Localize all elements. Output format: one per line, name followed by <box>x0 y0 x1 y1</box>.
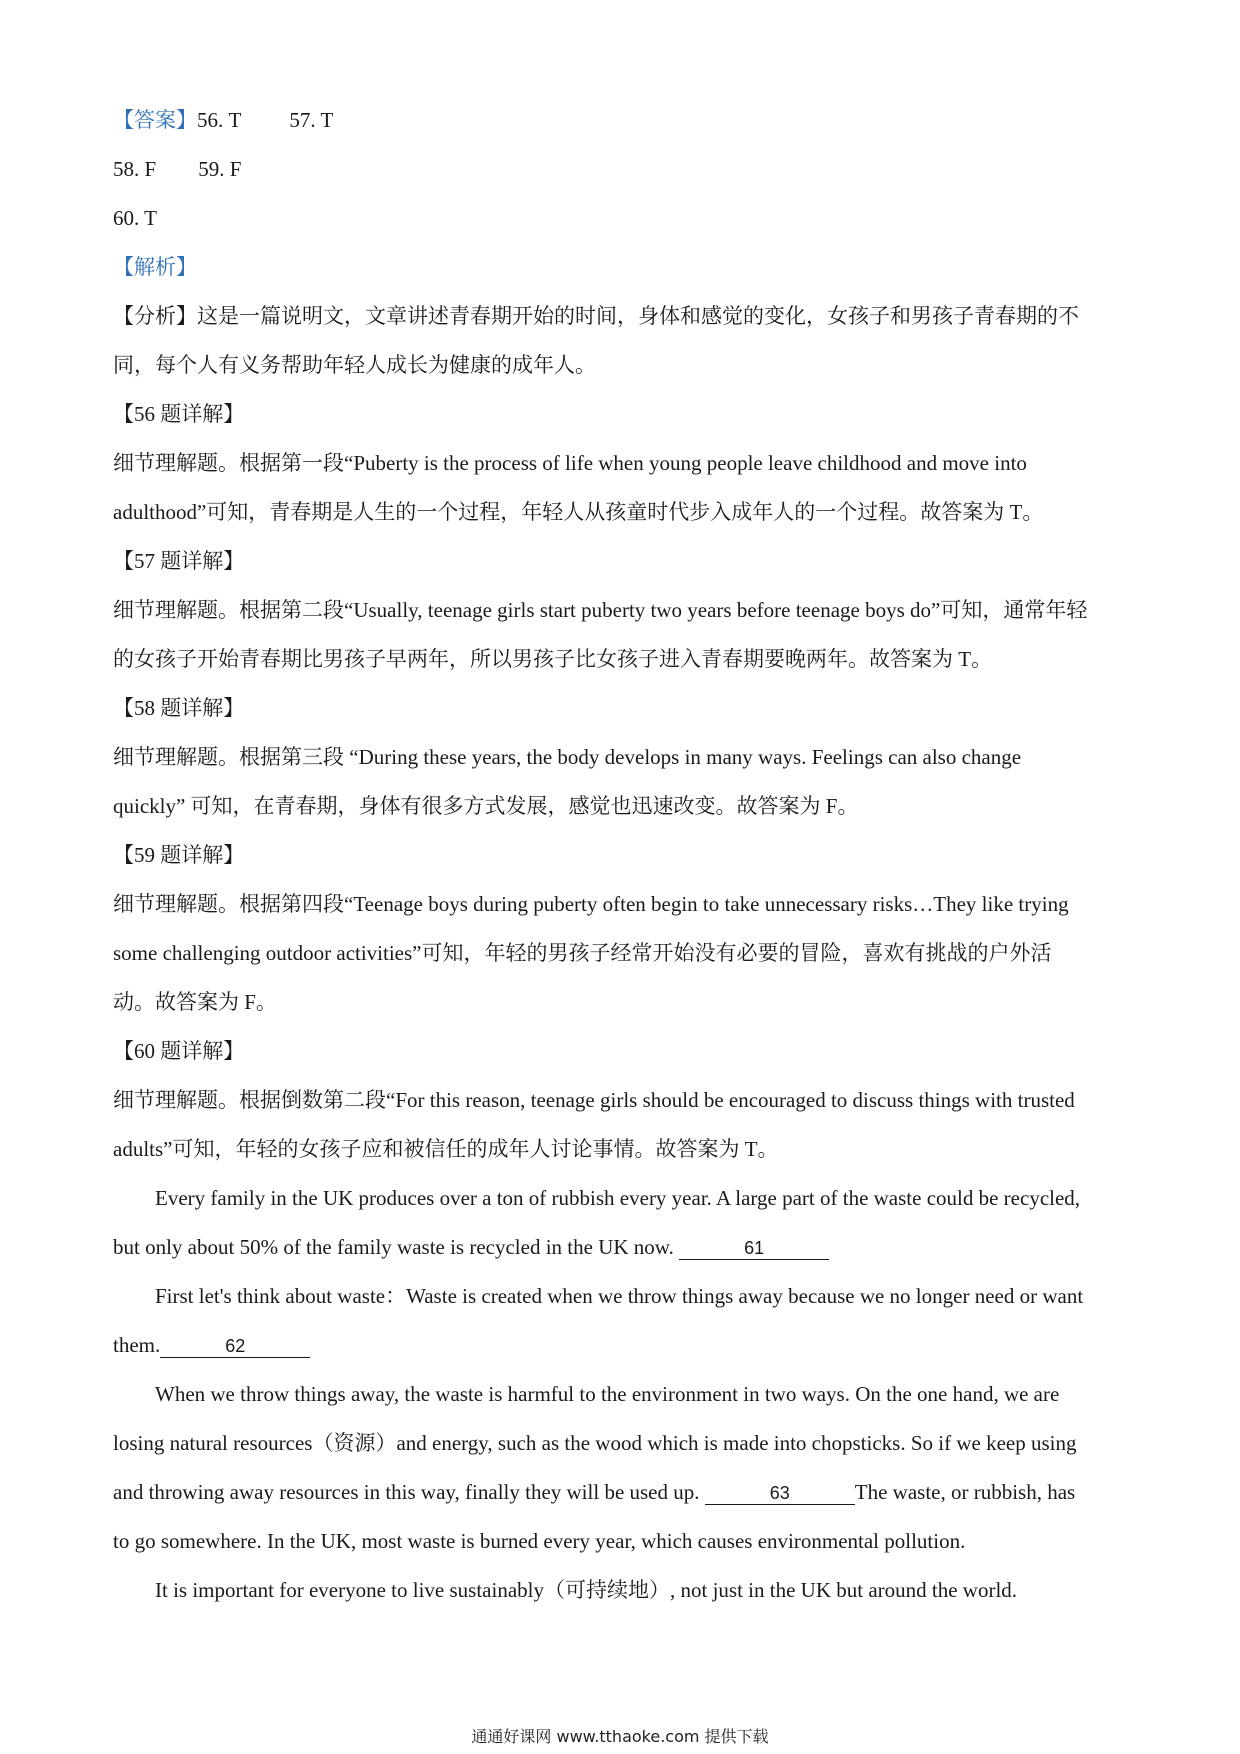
q56-line-2: adulthood”可知，青春期是人生的一个过程，年轻人从孩童时代步入成年人的一个过程。故答案为 T。 <box>113 500 1044 524</box>
passage-p4-line-1: It is important for everyone to live sustainably（可持续地）, not just in the UK but around the world. <box>155 1578 1018 1602</box>
summary-line-1: 【分析】这是一篇说明文，文章讲述青春期开始的时间，身体和感觉的变化，女孩子和男孩子青春期的不 <box>113 304 1079 328</box>
q60-heading: 【60 题详解】 <box>113 1039 245 1063</box>
document-body <box>113 96 1133 1615</box>
q59-line-2: some challenging outdoor activities”可知，年轻的男孩子经常开始没有必要的冒险，喜欢有挑战的户外活 <box>113 941 1052 965</box>
q59-line-1: 细节理解题。根据第四段“Teenage boys during puberty often begin to take unnecessary risks…They like trying <box>113 892 1069 916</box>
answer-line-2 <box>113 145 1133 194</box>
answer-59: 59. F <box>198 157 242 181</box>
q56-heading: 【56 题详解】 <box>113 402 245 426</box>
q60-line-2: adults”可知，年轻的女孩子应和被信任的成年人讨论事情。故答案为 T。 <box>113 1137 779 1161</box>
passage-p2-line-2: them. 62 <box>113 1321 1133 1370</box>
answer-58: 58. F <box>113 157 157 181</box>
answer-line-3 <box>113 194 1133 243</box>
answer-57: 57. T <box>289 108 334 132</box>
answer-label: 【答案】 <box>113 108 197 132</box>
passage-p3-line-3: and throwing away resources in this way, finally they will be used up. 63 The waste, or rubbish, has <box>113 1480 1076 1504</box>
page-footer: 通通好课网 www.tthaoke.com 提供下载 <box>471 1727 769 1746</box>
analysis-label: 【解析】 <box>113 255 197 279</box>
answer-60: 60. T <box>113 206 157 230</box>
q59-line-3: 动。故答案为 F。 <box>113 990 277 1014</box>
summary-line-2: 同，每个人有义务帮助年轻人成长为健康的成年人。 <box>113 353 596 377</box>
q58-heading: 【58 题详解】 <box>113 696 245 720</box>
blank-61[interactable]: 61 <box>679 1237 829 1260</box>
passage-p1-line-2: but only about 50% of the family waste is recycled in the UK now. 61 <box>113 1223 1133 1272</box>
q57-heading: 【57 题详解】 <box>113 549 245 573</box>
blank-62[interactable]: 62 <box>160 1335 310 1358</box>
passage-p2-line-1: First let's think about waste：Waste is created when we throw things away because we no longer need or want <box>155 1284 1084 1308</box>
blank-63[interactable]: 63 <box>705 1482 855 1505</box>
answer-56: 56. T <box>197 108 242 132</box>
q58-line-2: quickly” 可知，在青春期，身体有很多方式发展，感觉也迅速改变。故答案为 F。 <box>113 794 859 818</box>
q60-line-1: 细节理解题。根据倒数第二段“For this reason, teenage girls should be encouraged to discuss things with trusted <box>113 1088 1075 1112</box>
passage-p3-line-1: When we throw things away, the waste is harmful to the environment in two ways. On the one hand, we are <box>155 1382 1060 1406</box>
q56-line-1: 细节理解题。根据第一段“Puberty is the process of life when young people leave childhood and move into <box>113 451 1027 475</box>
passage-p3-line-4: to go somewhere. In the UK, most waste is burned every year, which causes environmental pollution. <box>113 1529 966 1553</box>
q57-line-2: 的女孩子开始青春期比男孩子早两年，所以男孩子比女孩子进入青春期要晚两年。故答案为 T。 <box>113 647 993 671</box>
q59-heading: 【59 题详解】 <box>113 843 245 867</box>
q58-line-1: 细节理解题。根据第三段 “During these years, the body develops in many ways. Feelings can also change <box>113 745 1022 769</box>
passage-p1-line-1: Every family in the UK produces over a ton of rubbish every year. A large part of the waste could be recycled, <box>155 1186 1081 1210</box>
answer-line-1 <box>113 96 1133 145</box>
q57-line-1: 细节理解题。根据第二段“Usually, teenage girls start puberty two years before teenage boys do”可知，通常年轻 <box>113 598 1088 622</box>
passage-p3-line-2: losing natural resources（资源）and energy, such as the wood which is made into chopsticks. So if we keep using <box>113 1431 1077 1455</box>
